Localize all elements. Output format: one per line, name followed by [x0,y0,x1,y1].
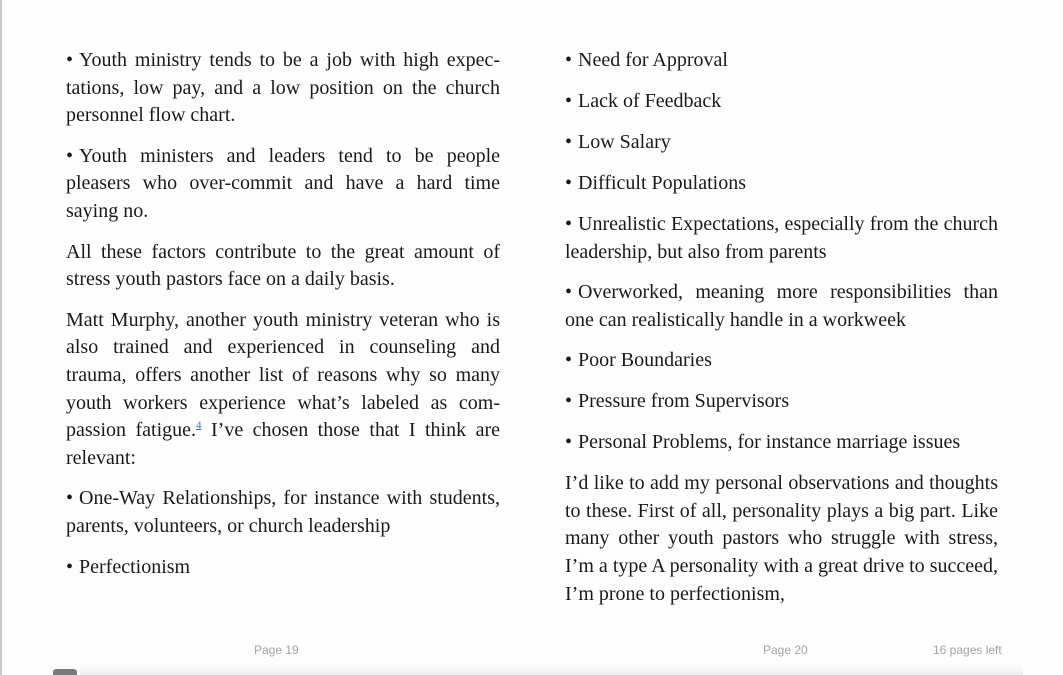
bullet-text: Need for Approval [578,49,728,71]
pages-remaining-indicator: 16 pages left [933,643,1002,657]
bullet-item [66,554,500,582]
paragraph [565,470,998,608]
bullet-item [565,388,998,416]
paragraph-text: I’ve chosen those that I think are relevant: [66,419,500,469]
bullet-text: Lack of Feedback [578,89,722,112]
paragraph [66,307,500,473]
left-page-text [66,47,500,594]
bullet-glyph: • [565,349,573,372]
bullet-item [565,47,998,75]
paragraph-text: All these factors contribute to the great amount of stress youth pastors face on a daily basis. [66,240,500,291]
bullet-glyph: • [66,487,74,510]
bullet-glyph: • [565,49,573,71]
bullet-glyph: • [565,390,573,413]
bullet-text: Pressure from Supervisors [578,390,790,413]
bullet-glyph: • [565,212,573,235]
bullet-glyph: • [66,49,74,71]
bullet-item [565,211,998,266]
bullet-item [565,279,998,334]
bullet-glyph: • [565,431,573,454]
bullet-text: Low Salary [578,130,671,153]
page-number-right: Page 20 [763,643,808,657]
bullet-item [66,47,500,130]
toolbar-handle[interactable] [53,669,77,675]
paragraph [66,239,500,294]
bullet-item [66,143,500,226]
bullet-text: Unrealistic Expectations, especially from the church leadership, but also from parents [565,212,998,263]
bullet-text: Youth ministers and leaders tend to be people pleasers who over-commit and have a hard time saying no. [66,144,500,222]
bullet-text: Perfectionism [79,555,191,578]
bullet-text: Overworked, meaning more responsibilities than one can realistically handle in a workweek [565,281,998,331]
bullet-item [66,485,500,540]
bullet-text: Personal Problems, for instance marriage issues [578,431,961,454]
bullet-item [565,347,998,375]
page-number-left: Page 19 [254,643,299,657]
right-page-text [565,47,998,621]
bottom-toolbar-shadow [80,665,1023,675]
bullet-text: Poor Boundaries [578,349,712,372]
paragraph-text: I’d like to add my personal observations and thoughts to these. First of all, personality plays a big part. Like many other youth pastors who struggle with stress, I’m a type A personality with a great drive to succeed, I’m prone to perfectionism, [565,472,998,605]
footnote-link[interactable]: 4 [196,419,202,432]
bullet-glyph: • [565,281,573,304]
window-left-border [0,0,2,675]
bullet-text: One-Way Relationships, for instance with students, parents, volunteers, or church leadership [66,487,500,537]
bullet-text: Youth ministry tends to be a job with high expectations, low pay, and a low position on the church personnel flow chart. [66,49,500,127]
bullet-glyph: • [66,144,74,167]
bullet-item [565,88,998,116]
bullet-item [565,429,998,457]
bullet-item [565,129,998,157]
bullet-glyph: • [565,130,573,153]
bullet-glyph: • [565,171,573,194]
bullet-glyph: • [565,89,573,112]
bullet-text: Difficult Populations [578,171,746,194]
bullet-glyph: • [66,555,74,578]
bullet-item [565,170,998,198]
paragraph-text: Matt Murphy, another youth ministry veteran who is also trained and experienced in counseling and trauma, offers another list of reasons why so many youth workers experience what’s labeled as compassion fatigue. [66,308,500,442]
